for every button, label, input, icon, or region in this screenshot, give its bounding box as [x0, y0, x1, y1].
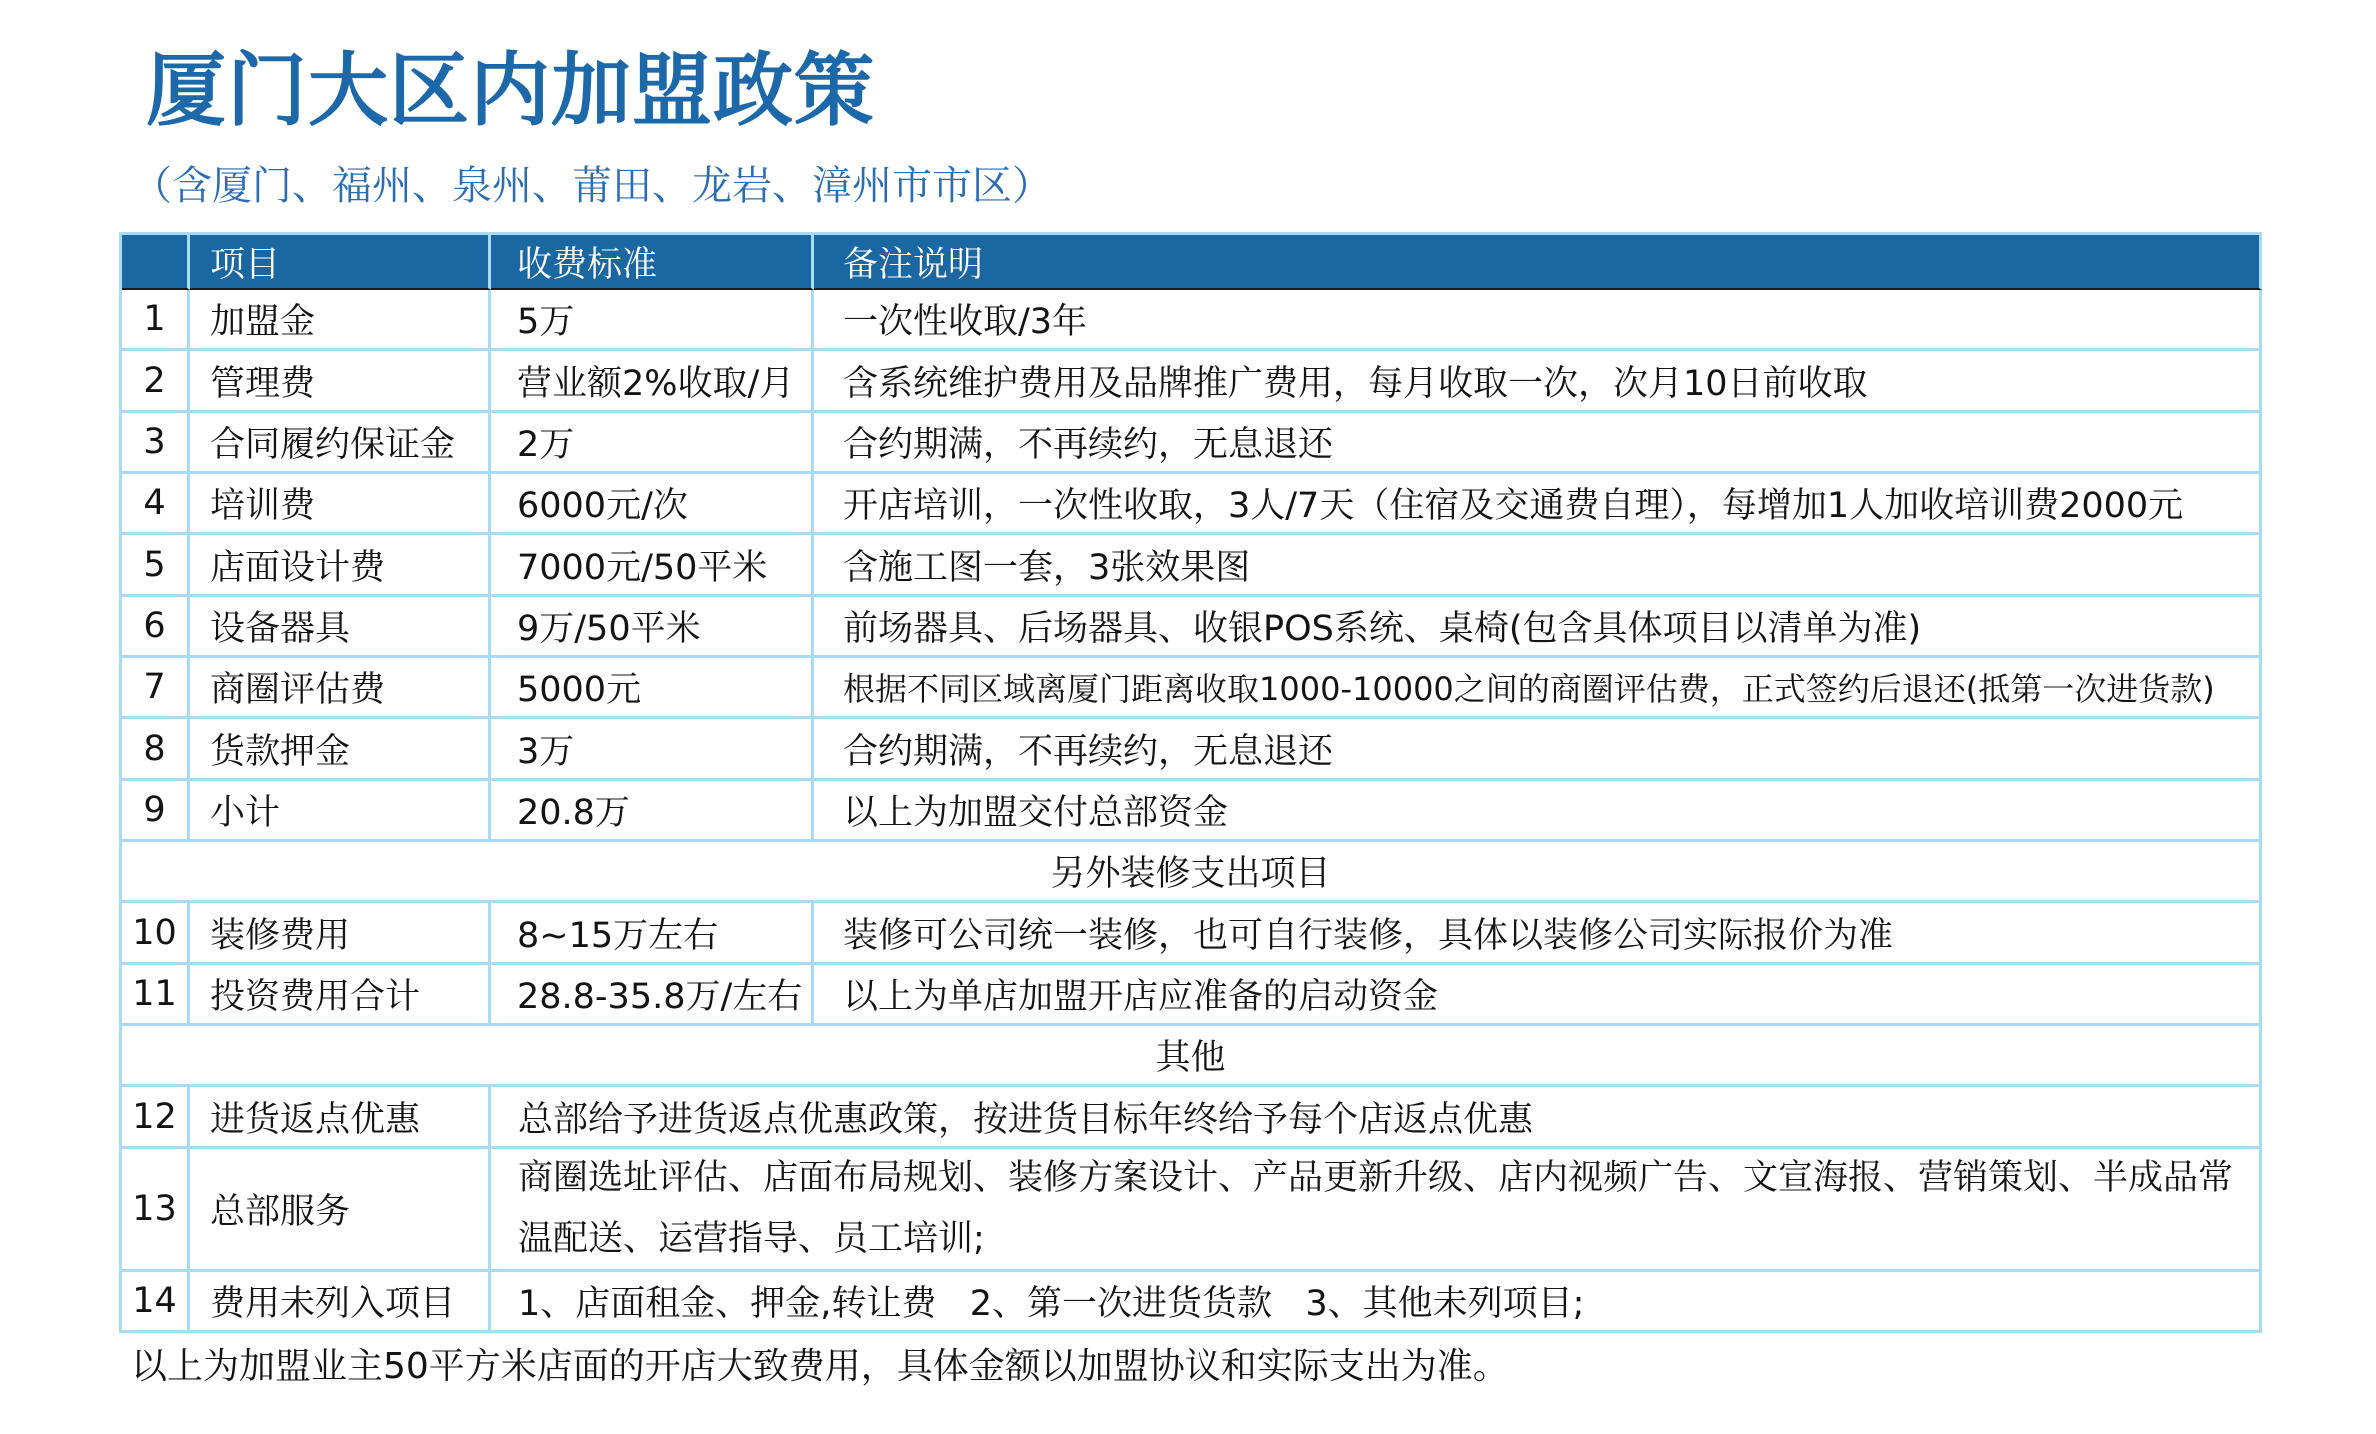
- section-title-other: 其他: [122, 1026, 2262, 1087]
- fee-standard: 20.8万: [491, 781, 814, 842]
- remark: 以上为单店加盟开店应准备的启动资金: [814, 965, 2262, 1026]
- item-name: 管理费: [190, 351, 491, 412]
- fee-standard: 7000元/50平米: [491, 535, 814, 596]
- item-name: 进货返点优惠: [190, 1087, 491, 1148]
- item-name: 合同履约保证金: [190, 413, 491, 474]
- header-fee-standard: 收费标准: [491, 235, 814, 290]
- row-number: 9: [122, 781, 190, 842]
- remark: 含施工图一套，3张效果图: [814, 535, 2262, 596]
- franchise-fee-table: [119, 232, 2262, 1333]
- fee-standard: 8~15万左右: [491, 903, 814, 964]
- item-name: 费用未列入项目: [190, 1272, 491, 1333]
- row-number: 10: [122, 903, 190, 964]
- item-name: 总部服务: [190, 1149, 491, 1272]
- fee-standard: 6000元/次: [491, 474, 814, 535]
- row-number: 3: [122, 413, 190, 474]
- page-subtitle: （含厦门、福州、泉州、莆田、龙岩、漳州市市区）: [132, 163, 1052, 209]
- row-number: 5: [122, 535, 190, 596]
- item-name: 商圈评估费: [190, 658, 491, 719]
- item-detail: [491, 1149, 2262, 1272]
- remark: 装修可公司统一装修，也可自行装修，具体以装修公司实际报价为准: [814, 903, 2262, 964]
- item-name: 装修费用: [190, 903, 491, 964]
- item-detail: 总部给予进货返点优惠政策，按进货目标年终给予每个店返点优惠: [491, 1087, 2262, 1148]
- item-name: 货款押金: [190, 719, 491, 780]
- row-number: 14: [122, 1272, 190, 1333]
- fee-standard: 5000元: [491, 658, 814, 719]
- item-name: 培训费: [190, 474, 491, 535]
- row-number: 13: [122, 1149, 190, 1272]
- fee-standard: 28.8-35.8万/左右: [491, 965, 814, 1026]
- item-detail-line: 温配送、运营指导、员工培训;: [518, 1218, 985, 1259]
- row-number: 2: [122, 351, 190, 412]
- remark: 一次性收取/3年: [814, 290, 2262, 351]
- remark: 合约期满，不再续约，无息退还: [814, 413, 2262, 474]
- item-name: 投资费用合计: [190, 965, 491, 1026]
- remark: 以上为加盟交付总部资金: [814, 781, 2262, 842]
- item-name: 加盟金: [190, 290, 491, 351]
- row-number: 6: [122, 597, 190, 658]
- remark: 开店培训，一次性收取，3人/7天（住宿及交通费自理），每增加1人加收培训费2000元: [814, 474, 2262, 535]
- row-number: 11: [122, 965, 190, 1026]
- section-title-renovation: 另外装修支出项目: [122, 842, 2262, 903]
- fee-standard: 5万: [491, 290, 814, 351]
- item-detail: 1、店面租金、押金,转让费 2、第一次进货货款 3、其他未列项目;: [491, 1272, 2262, 1333]
- header-remarks: 备注说明: [814, 235, 2262, 290]
- footer-note: 以上为加盟业主50平方米店面的开店大致费用，具体金额以加盟协议和实际支出为准。: [131, 1346, 1509, 1387]
- row-number: 8: [122, 719, 190, 780]
- row-number: 1: [122, 290, 190, 351]
- remark: 根据不同区域离厦门距离收取1000-10000之间的商圈评估费，正式签约后退还(抵第一次进货款): [814, 658, 2262, 719]
- page-title: 厦门大区内加盟政策: [146, 44, 875, 137]
- remark: 含系统维护费用及品牌推广费用，每月收取一次，次月10日前收取: [814, 351, 2262, 412]
- header-number: [122, 235, 190, 290]
- item-detail-line: 商圈选址评估、店面布局规划、装修方案设计、产品更新升级、店内视频广告、文宣海报、营销策划、半成品常: [518, 1157, 2234, 1198]
- fee-standard: 9万/50平米: [491, 597, 814, 658]
- fee-standard: 3万: [491, 719, 814, 780]
- fee-standard: 营业额2%收取/月: [491, 351, 814, 412]
- row-number: 12: [122, 1087, 190, 1148]
- item-name: 设备器具: [190, 597, 491, 658]
- fee-standard: 2万: [491, 413, 814, 474]
- item-name: 小计: [190, 781, 491, 842]
- row-number: 7: [122, 658, 190, 719]
- header-item: 项目: [190, 235, 491, 290]
- row-number: 4: [122, 474, 190, 535]
- item-name: 店面设计费: [190, 535, 491, 596]
- remark: 前场器具、后场器具、收银POS系统、桌椅(包含具体项目以清单为准): [814, 597, 2262, 658]
- remark: 合约期满，不再续约，无息退还: [814, 719, 2262, 780]
